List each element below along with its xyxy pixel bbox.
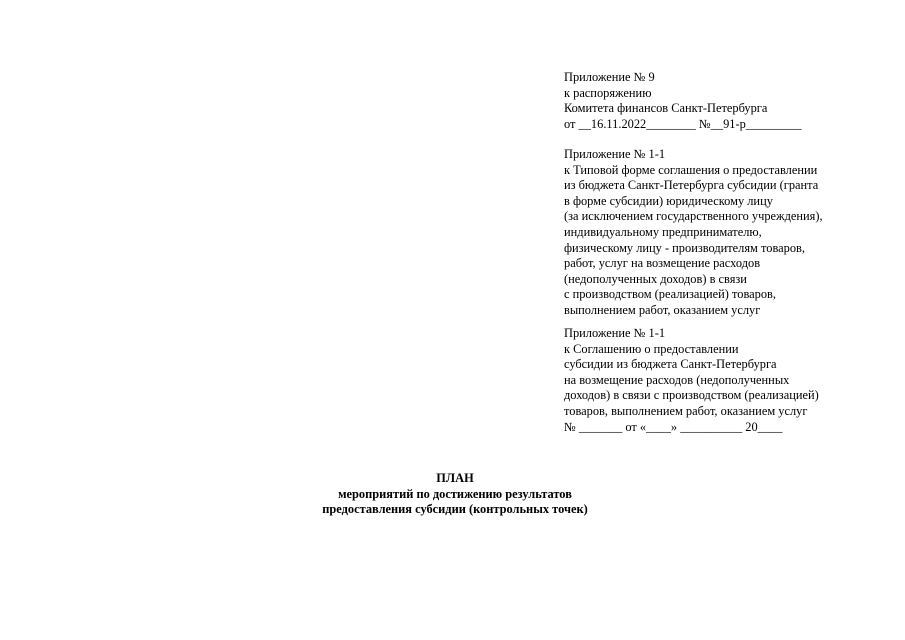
title-subtitle-line: мероприятий по достижению результатов xyxy=(338,486,572,501)
annex-agreement-line: товаров, выполнением работ, оказанием услуг xyxy=(564,403,808,418)
annex-agreement-line: субсидии из бюджета Санкт-Петербурга xyxy=(564,357,777,372)
title-subtitle-line: предоставления субсидии (контрольных точек) xyxy=(322,502,588,517)
annex-agreement-line: к Соглашению о предоставлении xyxy=(564,341,739,356)
annex-9-line: Комитета финансов Санкт-Петербурга xyxy=(564,101,768,116)
annex-typical-line: физическому лицу - производителям товаров, xyxy=(564,240,805,255)
annex-1-1-agreement-header xyxy=(564,326,819,435)
annex-typical-line: Приложение № 1-1 xyxy=(564,147,666,161)
annex-typical-line: с производством (реализацией) товаров, xyxy=(564,287,777,302)
annex-typical-line: (недополученных доходов) в связи xyxy=(564,271,747,286)
annex-typical-line: из бюджета Санкт-Петербурга субсидии (гранта xyxy=(564,178,819,193)
annex-agreement-line: Приложение № 1-1 xyxy=(564,326,666,340)
annex-9-line: к распоряжению xyxy=(564,85,652,100)
annex-typical-line: работ, услуг на возмещение расходов xyxy=(564,256,761,271)
annex-agreement-number-date: № _______ от «____» __________ 20____ xyxy=(564,419,783,434)
annex-9-header xyxy=(564,70,802,132)
annex-9-line: Приложение № 9 xyxy=(564,70,655,84)
annex-typical-line: выполнением работ, оказанием услуг xyxy=(564,302,761,317)
annex-agreement-line: на возмещение расходов (недополученных xyxy=(564,372,790,387)
document-title xyxy=(260,471,650,518)
annex-typical-line: индивидуальному предпринимателю, xyxy=(564,224,762,239)
annex-9-date-number: от __16.11.2022________ №__91-р_________ xyxy=(564,116,802,131)
annex-1-1-typical-form-header xyxy=(564,147,823,319)
annex-typical-line: в форме субсидии) юридическому лицу xyxy=(564,193,773,208)
annex-agreement-line: доходов) в связи с производством (реализацией) xyxy=(564,388,819,403)
annex-typical-line: к Типовой форме соглашения о предоставлении xyxy=(564,162,818,177)
annex-typical-line: (за исключением государственного учреждения), xyxy=(564,209,823,224)
title-plan: ПЛАН xyxy=(436,471,474,485)
